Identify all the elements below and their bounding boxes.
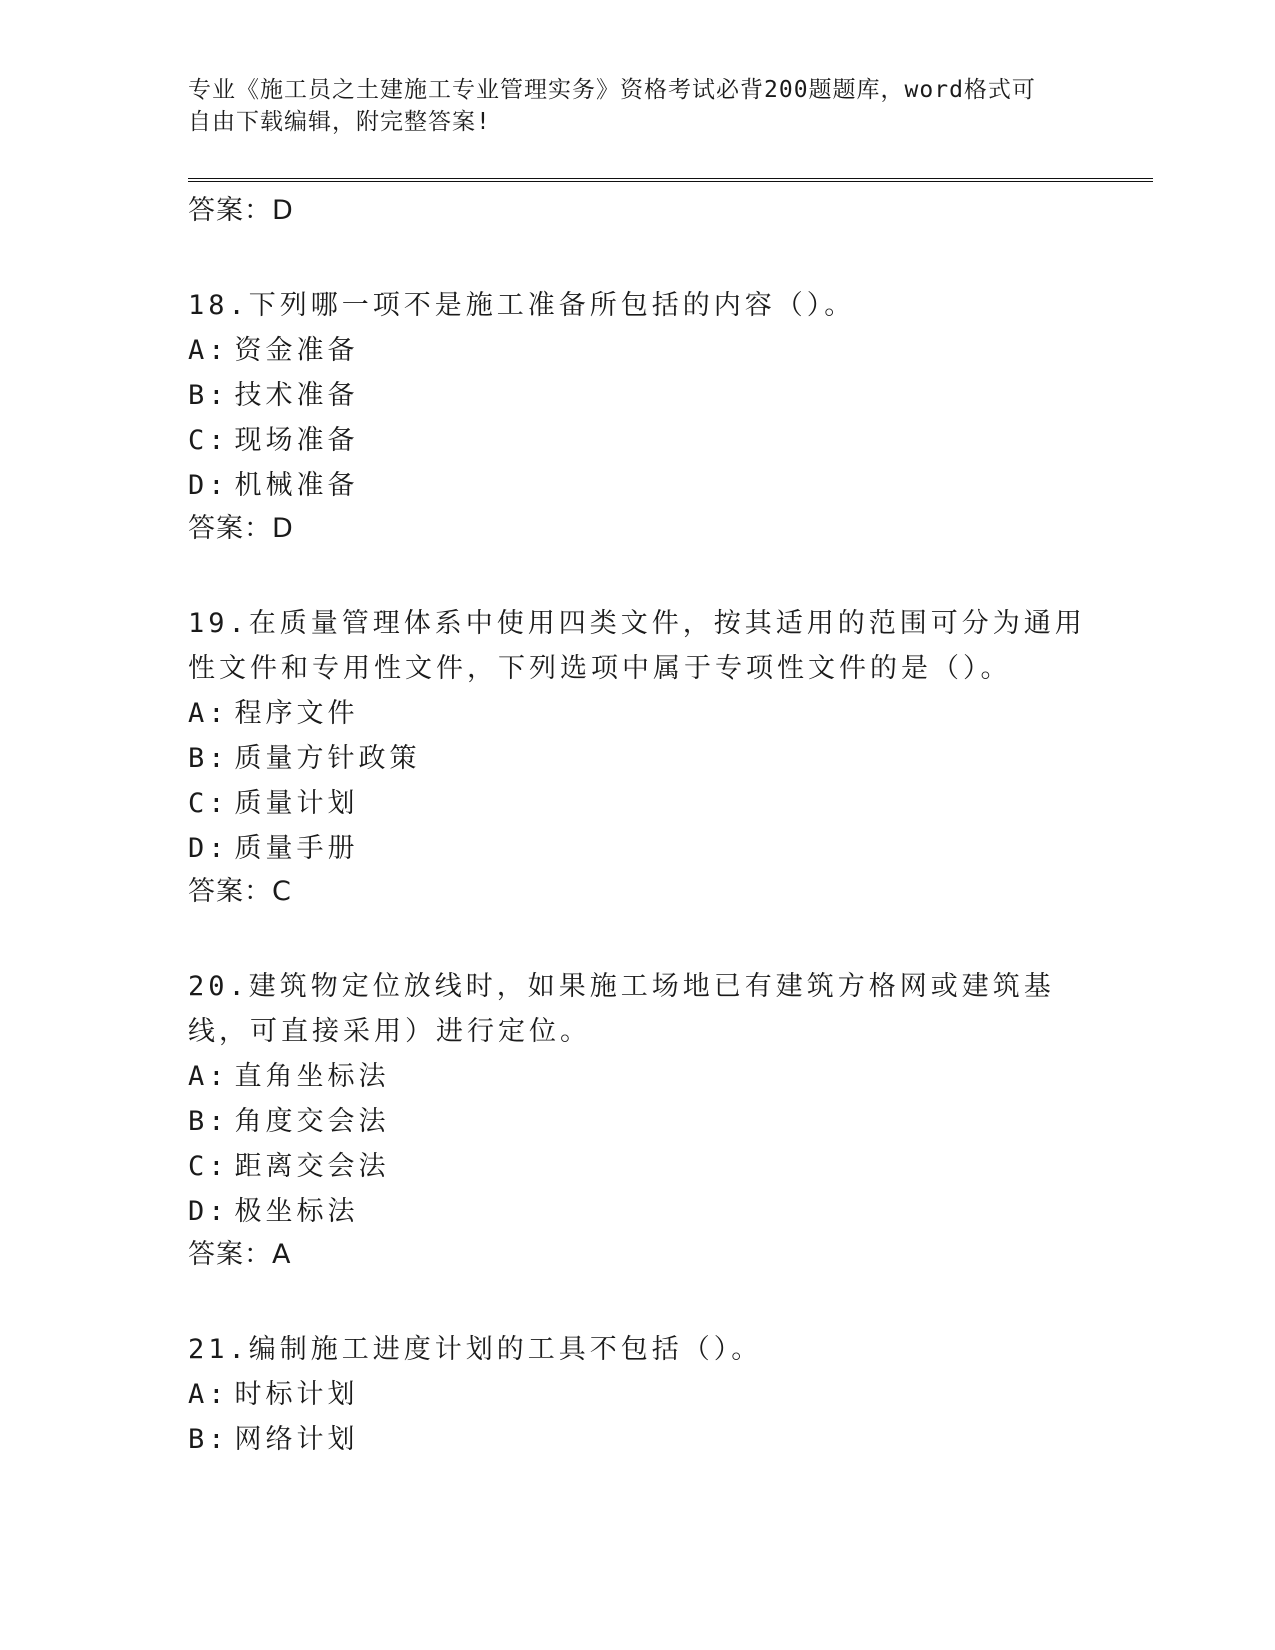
option-key: A: bbox=[188, 1061, 229, 1092]
option-text: 极坐标法 bbox=[234, 1196, 359, 1227]
option-d bbox=[188, 826, 1153, 871]
option-text: 质量手册 bbox=[234, 833, 359, 864]
question-list bbox=[188, 190, 1153, 1462]
option-text: 现场准备 bbox=[234, 425, 359, 456]
answer-line: 答案：A bbox=[188, 1239, 292, 1270]
option-text: 网络计划 bbox=[234, 1424, 359, 1455]
option-text: 资金准备 bbox=[234, 335, 359, 366]
header-line-1: 专业《施工员之土建施工专业管理实务》资格考试必背200题题库，word格式可 bbox=[188, 77, 1036, 103]
question-text: 20.建筑物定位放线时，如果施工场地已有建筑方格网或建筑基线，可直接采用）进行定位。 bbox=[188, 971, 1055, 1047]
option-a bbox=[188, 328, 1153, 373]
document-header bbox=[188, 74, 1068, 138]
answer-line: 答案：D bbox=[188, 513, 294, 544]
question-text: 18.下列哪一项不是施工准备所包括的内容（）。 bbox=[188, 290, 856, 321]
option-key: A: bbox=[188, 335, 229, 366]
option-d bbox=[188, 463, 1153, 508]
option-text: 质量计划 bbox=[234, 788, 359, 819]
option-b bbox=[188, 1099, 1153, 1144]
option-b bbox=[188, 1417, 1153, 1462]
option-key: B: bbox=[188, 743, 229, 774]
header-divider bbox=[188, 178, 1153, 182]
option-key: B: bbox=[188, 1424, 229, 1455]
option-text: 角度交会法 bbox=[234, 1106, 390, 1137]
question-text: 21.编制施工进度计划的工具不包括（）。 bbox=[188, 1334, 763, 1365]
option-key: D: bbox=[188, 833, 229, 864]
option-key: C: bbox=[188, 788, 229, 819]
option-key: A: bbox=[188, 698, 229, 729]
option-text: 机械准备 bbox=[234, 470, 359, 501]
answer-line: 答案：D bbox=[188, 195, 294, 226]
option-key: A: bbox=[188, 1379, 229, 1410]
option-c bbox=[188, 418, 1153, 463]
option-key: B: bbox=[188, 1106, 229, 1137]
header-line-2: 自由下载编辑，附完整答案! bbox=[188, 109, 491, 135]
option-c bbox=[188, 781, 1153, 826]
question-text: 19.在质量管理体系中使用四类文件，按其适用的范围可分为通用性文件和专用性文件，下列选项中属于专项性文件的是（）。 bbox=[188, 608, 1086, 684]
question-block bbox=[188, 1327, 1153, 1462]
option-key: D: bbox=[188, 470, 229, 501]
option-b bbox=[188, 373, 1153, 418]
option-c bbox=[188, 1144, 1153, 1189]
option-d bbox=[188, 1189, 1153, 1234]
option-a bbox=[188, 1372, 1153, 1417]
option-text: 技术准备 bbox=[234, 380, 359, 411]
option-key: C: bbox=[188, 1151, 229, 1182]
option-a bbox=[188, 1054, 1153, 1099]
option-text: 程序文件 bbox=[234, 698, 359, 729]
option-key: D: bbox=[188, 1196, 229, 1227]
option-key: B: bbox=[188, 380, 229, 411]
question-block bbox=[188, 283, 1153, 550]
question-block bbox=[188, 601, 1153, 913]
option-key: C: bbox=[188, 425, 229, 456]
option-text: 直角坐标法 bbox=[234, 1061, 390, 1092]
answer-line: 答案：C bbox=[188, 876, 292, 907]
option-text: 时标计划 bbox=[234, 1379, 359, 1410]
option-text: 距离交会法 bbox=[234, 1151, 390, 1182]
option-b bbox=[188, 736, 1153, 781]
option-a bbox=[188, 691, 1153, 736]
question-block bbox=[188, 964, 1153, 1276]
option-text: 质量方针政策 bbox=[234, 743, 421, 774]
